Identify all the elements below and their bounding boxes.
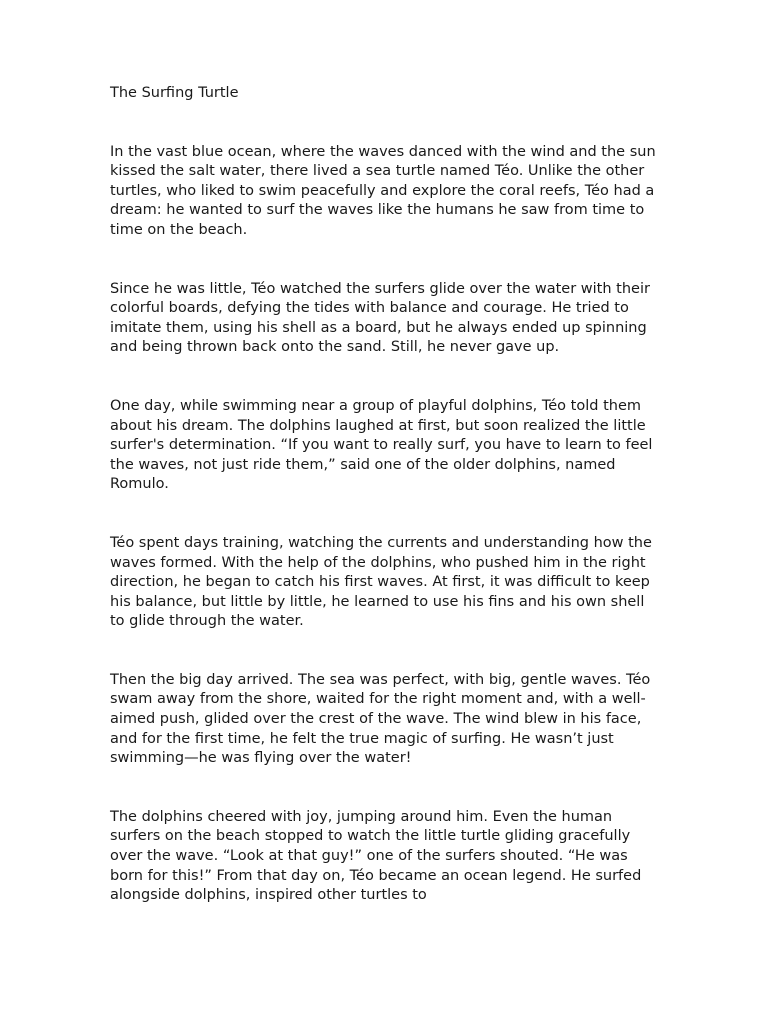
paragraph-5: Then the big day arrived. The sea was perfect, with big, gentle waves. Téo swam away from the shore, waited for the right moment and, with a well-aimed push, glided over the crest of the wave. The wind blew in his face, and for the first time, he felt the true magic of surfing. He wasn’t just swimming—he was flying over the water! <box>110 671 651 767</box>
paragraph-6: The dolphins cheered with joy, jumping around him. Even the human surfers on the beach stopped to watch the little turtle gliding gracefully over the wave. “Look at that guy!” one of the surfers shouted. “He was born for this!” From that day on, Téo became an ocean legend. He surfed alongside dolphins, inspired other turtles to <box>110 808 642 904</box>
paragraph-3: One day, while swimming near a group of playful dolphins, Téo told them about his dream. The dolphins laughed at first, but soon realized the little surfer's determination. “If you want to really surf, you have to learn to feel the waves, not just ride them,” said one of the older dolphins, named Romulo. <box>110 397 653 493</box>
paragraph-1: In the vast blue ocean, where the waves danced with the wind and the sun kissed the salt water, there lived a sea turtle named Téo. Unlike the other turtles, who liked to swim peacefully and explore the coral reefs, Téo had a dream: he wanted to surf the waves like the humans he saw from time to time on the beach. <box>110 143 656 238</box>
document-body <box>110 84 662 945</box>
document-title: The Surfing Turtle <box>110 85 239 101</box>
paragraph-2: Since he was little, Téo watched the surfers glide over the water with their colorful boards, defying the tides with balance and courage. He tried to imitate them, using his shell as a board, but he always ended up spinning and being thrown back onto the sand. Still, he never gave up. <box>110 280 650 356</box>
paragraph-4: Téo spent days training, watching the currents and understanding how the waves formed. With the help of the dolphins, who pushed him in the right direction, he began to catch his first waves. At first, it was difficult to keep his balance, but little by little, he learned to use his fins and his own shell to glide through the water. <box>110 534 652 630</box>
